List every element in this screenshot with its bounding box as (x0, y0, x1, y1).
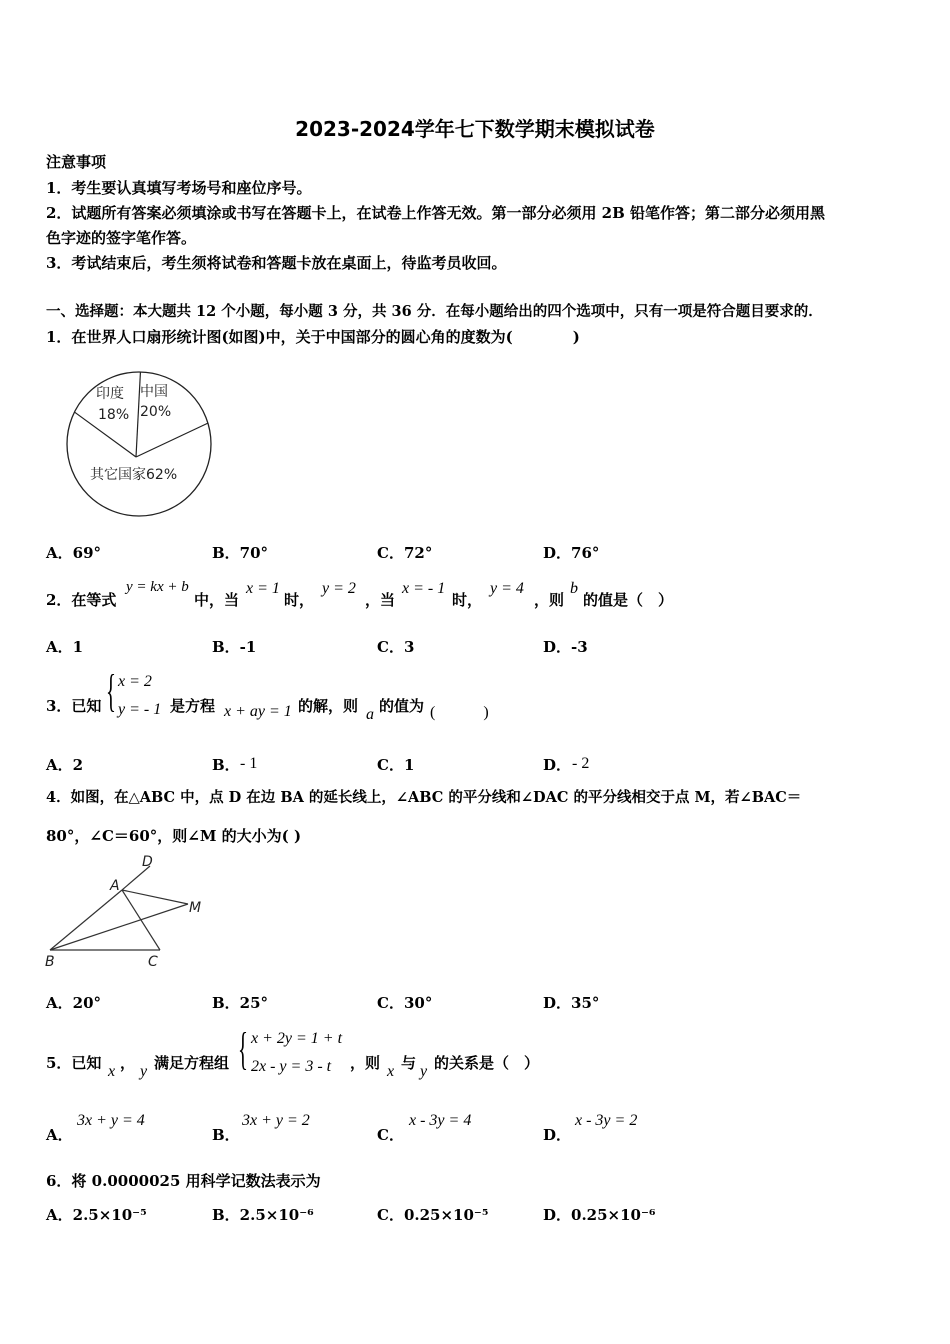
q4-stem-line2: 80°，∠C＝60°，则∠M 的大小为( ) (46, 827, 302, 845)
q1-pie-chart (60, 365, 220, 525)
q5-option-d-value: x - 3y = 2 (575, 1112, 638, 1129)
page-title: 2023-2024学年七下数学期末模拟试卷 (295, 117, 655, 141)
q2-text: 中，当 (194, 591, 240, 609)
q4-stem-line1: 4．如图，在△ABC 中，点 D 在边 BA 的延长线上，∠ABC 的平分线和∠DAC 的平分线相交于点 M，若∠BAC＝ (46, 789, 802, 806)
q2-condition: x = - 1 (402, 580, 446, 597)
pie-label-china: 中国 (140, 384, 168, 400)
pie-value-china: 20% (140, 404, 172, 420)
notice-item: 2．试题所有答案必须填涂或书写在答题卡上，在试卷上作答无效。第一部分必须用 2B 铅笔作答；第二部分必须用黑 (46, 204, 826, 222)
q2-variable: b (570, 580, 578, 597)
q5-option-b-value: 3x + y = 2 (242, 1112, 310, 1129)
q2-equation: y = kx + b (126, 579, 189, 595)
q5-option-b[interactable]: B． (212, 1126, 240, 1144)
pie-slice-boundary (136, 423, 208, 457)
q4-option-b[interactable]: B．25° (212, 994, 269, 1012)
q2-option-c[interactable]: C．3 (377, 638, 415, 656)
q1-option-a[interactable]: A．69° (46, 544, 102, 562)
q2-text: ，当 (365, 591, 396, 609)
q3-system-line1: x = 2 (118, 673, 152, 690)
q5-variable: y (420, 1063, 428, 1080)
q5-option-c-value: x - 3y = 4 (409, 1112, 472, 1129)
q5-option-c[interactable]: C． (377, 1126, 404, 1144)
q2-text: ，则 (534, 591, 565, 609)
q5-variable: y (140, 1063, 148, 1080)
q5-option-a-value: 3x + y = 4 (77, 1112, 145, 1129)
q2-condition: x = 1 (246, 580, 280, 597)
q2-option-b[interactable]: B．-1 (212, 638, 257, 656)
q5-system-line2: 2x - y = 3 - t (251, 1058, 332, 1075)
q3-equation: x + ay = 1 (224, 703, 292, 720)
q3-text: 的值为 (379, 697, 425, 715)
q3-text: 3．已知 (46, 697, 102, 715)
q6-option-b[interactable]: B．2.5×10⁻⁶ (212, 1206, 314, 1224)
label-B: B (45, 954, 55, 970)
label-M: M (189, 900, 202, 916)
pie-label-india: 印度 (96, 386, 124, 402)
q5-text: ， (120, 1054, 136, 1072)
q3-option-b[interactable]: B． (212, 756, 240, 774)
pie-value-india: 18% (98, 407, 130, 423)
q6-option-c[interactable]: C．0.25×10⁻⁵ (377, 1206, 489, 1224)
q3-text: 是方程 (170, 697, 216, 715)
q4-option-a[interactable]: A．20° (46, 994, 102, 1012)
q5-variable: x (387, 1063, 395, 1080)
q5-option-d[interactable]: D． (543, 1126, 572, 1144)
label-C: C (148, 954, 158, 970)
segment-AM (122, 890, 188, 904)
notice-item: 3．考试结束后，考生须将试卷和答题卡放在桌面上，待监考员收回。 (46, 254, 507, 272)
q2-option-d[interactable]: D．-3 (543, 638, 588, 656)
q3-system-line2: y = - 1 (118, 701, 162, 718)
q6-option-a[interactable]: A．2.5×10⁻⁵ (46, 1206, 147, 1224)
q3-option-a[interactable]: A．2 (46, 756, 84, 774)
notice-heading: 注意事项 (46, 153, 107, 171)
q1-option-d[interactable]: D．76° (543, 544, 600, 562)
q3-variable: a (366, 706, 374, 723)
q2-text: 2．在等式 (46, 591, 117, 609)
q4-option-d[interactable]: D．35° (543, 994, 600, 1012)
q6-option-d[interactable]: D．0.25×10⁻⁶ (543, 1206, 656, 1224)
q4-option-c[interactable]: C．30° (377, 994, 433, 1012)
q5-text: 的关系是（ ） (434, 1054, 540, 1072)
q5-option-a[interactable]: A． (46, 1126, 73, 1144)
q3-text: 的解，则 (298, 697, 359, 715)
q5-text: ，则 (350, 1054, 381, 1072)
q2-text: 的值是（ ） (583, 591, 674, 609)
q5-variable: x (108, 1063, 116, 1080)
q2-condition: y = 2 (322, 580, 356, 597)
q1-stem: 1．在世界人口扇形统计图(如图)中，关于中国部分的圆心角的度数为( ) (46, 328, 580, 346)
q3-option-b-value: - 1 (240, 755, 258, 772)
q1-option-c[interactable]: C．72° (377, 544, 433, 562)
segment-BA (50, 890, 122, 950)
segment-BM (50, 904, 188, 950)
label-D: D (142, 854, 153, 870)
section-heading: 一、选择题：本大题共 12 个小题，每小题 3 分，共 36 分．在每小题给出的四个选项中，只有一项是符合题目要求的． (46, 303, 823, 320)
notice-item: 色字迹的签字笔作答。 (46, 229, 197, 247)
q1-option-b[interactable]: B．70° (212, 544, 269, 562)
notice-item: 1．考生要认真填写考场号和座位序号。 (46, 179, 312, 197)
q5-system-brace: { (238, 1023, 248, 1074)
label-A: A (110, 878, 120, 894)
q4-triangle-figure (44, 852, 210, 970)
pie-label-others: 其它国家62% (90, 467, 178, 483)
q3-option-d-value: - 2 (572, 755, 590, 772)
q3-system-brace: { (106, 665, 116, 716)
q5-system-line1: x + 2y = 1 + t (251, 1030, 343, 1047)
q6-stem: 6．将 0.0000025 用科学记数法表示为 (46, 1172, 321, 1190)
q3-option-c[interactable]: C．1 (377, 756, 415, 774)
q5-text: 5．已知 (46, 1054, 102, 1072)
q3-paren: ( ) (430, 704, 489, 721)
q5-text: 满足方程组 (154, 1054, 230, 1072)
q2-text: 时， (284, 591, 315, 609)
q5-text: 与 (401, 1054, 417, 1072)
q2-condition: y = 4 (490, 580, 524, 597)
q2-text: 时， (452, 591, 483, 609)
q2-option-a[interactable]: A．1 (46, 638, 84, 656)
q3-option-d[interactable]: D． (543, 756, 572, 774)
